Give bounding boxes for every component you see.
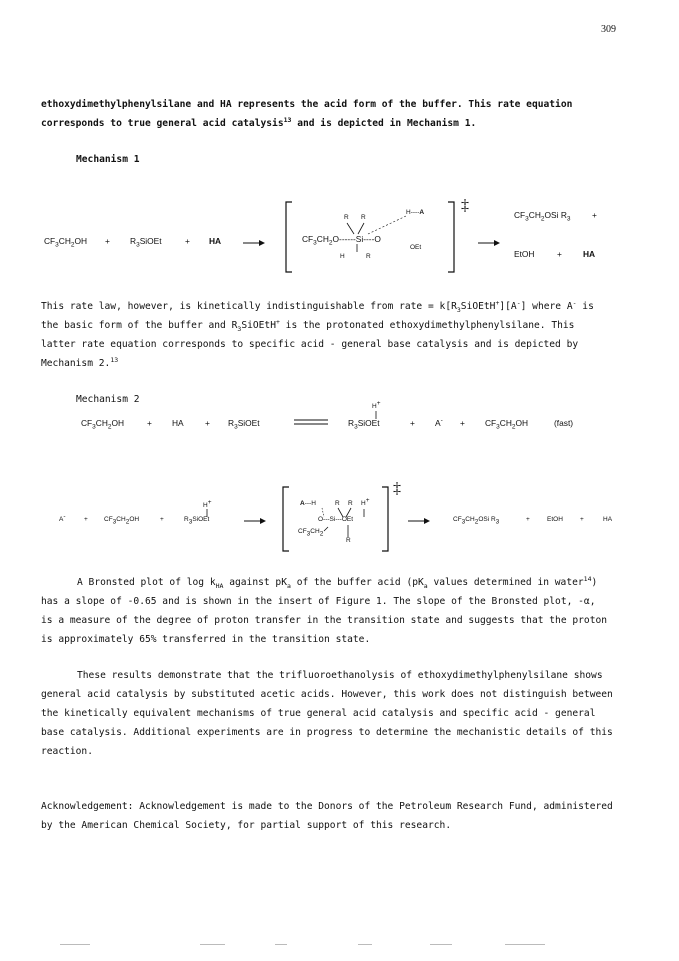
m1-bracket-left [285, 202, 293, 272]
m1-arrow-2 [478, 239, 500, 247]
m1-product-ha: HA [583, 249, 596, 259]
page-number: 309 [601, 24, 616, 35]
para3-line-3: is a measure of the degree of proton transfer in the transition state and suggests that the proton [41, 615, 608, 626]
m2-s1-r3sioet-protonated: $R_3SiOEt$ [348, 418, 380, 431]
m1-ts-oet: OEt [410, 244, 422, 251]
para2-line-3: latter rate equation corresponds to specific acid - general base catalysis and is depicted by [41, 339, 579, 350]
ack-line-1: Acknowledgement: Acknowledgement is made to the Donors of the Petroleum Research Fund, administered [41, 801, 613, 812]
m2-bracket-right [382, 487, 390, 551]
ack-line-2: by the American Chemical Society, for partial support of this research. [41, 820, 452, 831]
para3-line-4: is approximately 65% transferred in the transition state. [41, 634, 371, 645]
m2-ts-hplus: H+ [361, 496, 370, 507]
m1-ts-h-a: H----A [406, 209, 425, 216]
m2-dagger: ‡ [393, 480, 401, 497]
m2-s2-a-minus: A- [59, 512, 66, 523]
citation-13b: 13 [110, 355, 119, 364]
scan-mark [430, 944, 452, 945]
intro-line-1: ethoxydimethylphenylsilane and HA represents the acid form of the buffer. This rate equation [41, 99, 573, 110]
intro-line-2-text: corresponds to true general acid catalysis [41, 118, 284, 129]
m1-reactant-ha: HA [209, 236, 222, 246]
para2-line-4-text: Mechanism 2. [41, 358, 111, 369]
scan-mark [275, 944, 287, 945]
para4-line-3: the kinetically equivalent mechanisms of true general acid catalysis and specific acid - general [41, 708, 596, 719]
para3-line-2: has a slope of -0.65 and is shown in the insert of Figure 1. The slope of the Bronsted plot, -α, [41, 596, 596, 607]
m1-reactant-r3sioet: $R_3SiOEt$ [130, 236, 162, 249]
m1-reactant-cf3ch2oh: $CF_3CH_2OH$ [44, 236, 88, 249]
m2-ts-a-h: A---H [300, 500, 316, 507]
m2-ts-o-si: O---Si---OEt [318, 516, 354, 523]
m2-s2-hplus: H+ [203, 498, 212, 509]
m2-equilibrium-arrow [294, 417, 328, 427]
m2-s1-a-minus: A- [435, 417, 443, 428]
m2-s1-cf3ch2oh: $CF_3CH_2OH$ [81, 418, 125, 431]
citation-13: 13 [283, 115, 292, 124]
intro-line-2-tail: and is depicted in Mechanism 1. [291, 118, 477, 129]
m1-dagger: ‡ [461, 197, 469, 214]
para4-line-5: reaction. [41, 746, 93, 757]
m2-s2-plus-2: + [160, 516, 164, 523]
m2-ts-r3: R [346, 537, 351, 544]
m2-s1-plus-4: + [460, 418, 465, 428]
m1-product-etoh: EtOH [514, 249, 535, 259]
m2-s1-cf3ch2oh-2: $CF_3CH_2OH$ [485, 418, 529, 431]
m2-s2-plus-3: + [526, 516, 530, 523]
m1-plus-2: + [185, 236, 190, 246]
m2-s2-plus-4: + [580, 516, 584, 523]
m2-ts-r2: R [348, 500, 353, 507]
para4-line-2: general acid catalysis by substituted acetic acids. However, this work does not distinguish between [41, 689, 613, 700]
m2-s2-etoh: EtOH [547, 516, 563, 523]
para2-line-4 [41, 354, 118, 373]
para2-line-2: the basic form of the buffer and $R_3SiOEtH^+$ is the protonated ethoxydimethylphenylsilane. This [41, 317, 575, 333]
mechanism-1-title: Mechanism 1 [76, 154, 140, 165]
m2-bracket-left [282, 487, 290, 551]
m1-ts-r1: R [344, 214, 349, 221]
m2-s1-plus-3: + [410, 418, 415, 428]
mechanism-2-title: Mechanism 2 [76, 394, 140, 405]
m2-s1-plus-1: + [147, 418, 152, 428]
m2-s1-r3sioet: $R_3SiOEt$ [228, 418, 260, 431]
m1-ts-h: H [340, 253, 345, 260]
m2-s2-plus-1: + [84, 516, 88, 523]
m2-s2-arrow-2 [408, 517, 430, 525]
m1-ts-bonds [340, 220, 420, 255]
m2-ts-r1: R [335, 500, 340, 507]
m2-s2-arrow-1 [244, 517, 266, 525]
m1-ts-r3: R [366, 253, 371, 260]
m1-bracket-right [448, 202, 456, 272]
m2-s1-plus-2: + [205, 418, 210, 428]
m2-s1-fast: (fast) [554, 418, 574, 428]
scan-mark [200, 944, 225, 945]
m1-plus-1: + [105, 236, 110, 246]
para2-line-1: This rate law, however, is kinetically indistinguishable from rate = $k[R_3SiOEtH^+][A^-]$ where A- is [41, 298, 594, 314]
m1-product-plus-bottom: + [557, 249, 562, 259]
m2-s1-ha: HA [172, 418, 184, 428]
m2-s2-ha: HA [603, 516, 613, 523]
m1-product-cf3ch2osir3: $CF_3CH_2OSi$ $R_3$ [514, 210, 571, 223]
m2-s1-hplus: H+ [372, 399, 381, 410]
m1-arrow-1 [243, 239, 265, 247]
m1-product-plus-top: + [592, 210, 597, 220]
m2-s2-cf3ch2osir3: $CF_3CH_2OSi$ $R_3$ [453, 516, 500, 526]
scan-mark [358, 944, 372, 945]
para4-line-1: These results demonstrate that the trifluoroethanolysis of ethoxydimethylphenylsilane shows [77, 670, 603, 681]
m1-ts-core: $CF_3CH_2O------Si----O$ [302, 234, 381, 247]
para3-line-1: A Bronsted plot of $\log k_{HA}$ against $pK_a$ of the buffer acid ($pK_a$ values determined in water$^{14}$) [77, 574, 598, 590]
m2-s2-r3sioet: $R_3SiOEt$ [184, 516, 210, 526]
m2-ts-cf3ch2: $CF_3CH_2$ [298, 528, 324, 538]
intro-line-2 [41, 114, 476, 133]
scan-mark [505, 944, 545, 945]
m2-s2-cf3ch2oh: $CF_3CH_2OH$ [104, 516, 140, 526]
para4-line-4: base catalysis. Additional experiments are in progress to determine the mechanistic details of this [41, 727, 613, 738]
m2-ts-bonds [318, 505, 378, 541]
m1-ts-r2: R [361, 214, 366, 221]
scan-mark [60, 944, 90, 945]
